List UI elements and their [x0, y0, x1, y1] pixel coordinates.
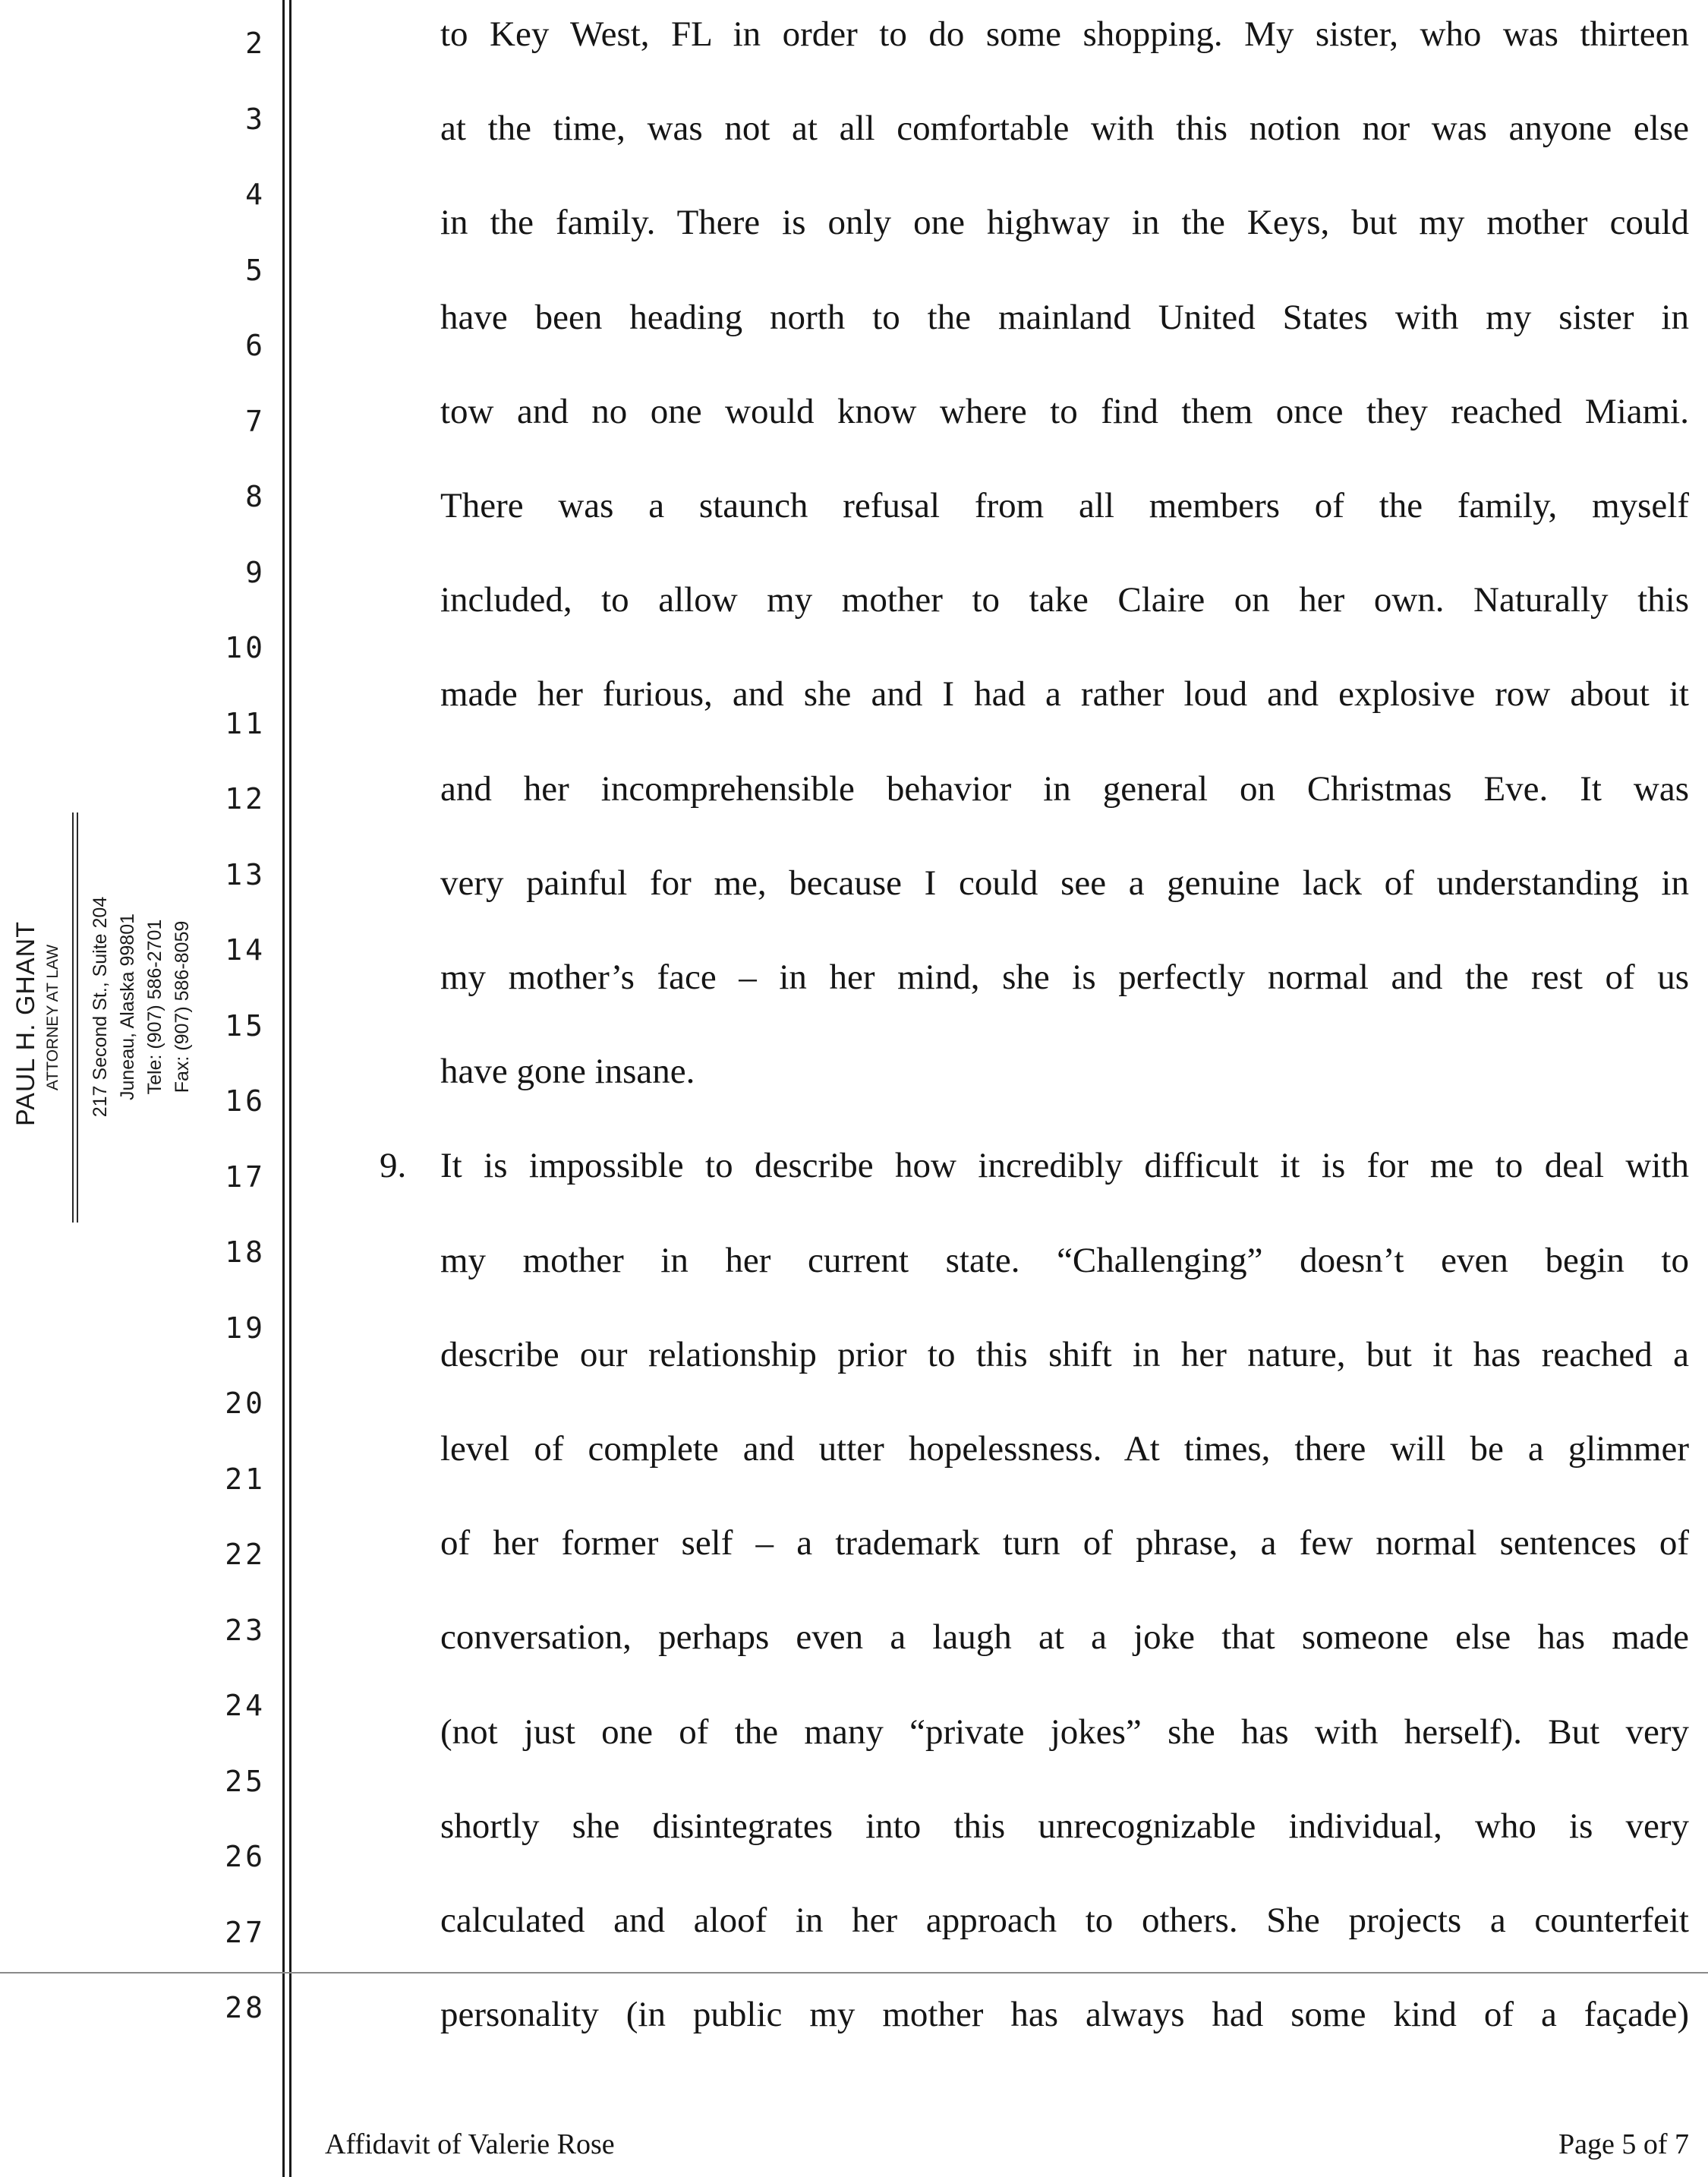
line-number: 5	[245, 253, 266, 287]
body-text-line: level of complete and utter hopelessness. At times, there will be a glimmer	[440, 1429, 1689, 1469]
body-text-line: at the time, was not at all comfortable with this notion nor was anyone else	[440, 109, 1689, 149]
address-line-2: Juneau, Alaska 99801	[117, 913, 138, 1101]
line-number: 6	[245, 329, 266, 362]
letterhead-rule-1	[72, 812, 74, 1223]
line-number: 27	[225, 1915, 266, 1949]
fax: Fax: (907) 586-8059	[172, 920, 193, 1093]
body-text-line: describe our relationship prior to this shift in her nature, but it has reached a	[440, 1334, 1689, 1374]
body-text-line: to Key West, FL in order to do some shopping. My sister, who was thirteen	[440, 14, 1689, 54]
line-number: 13	[225, 857, 266, 891]
body-text-line: included, to allow my mother to take Claire on her own. Naturally this	[440, 580, 1689, 620]
footer-rule	[0, 1972, 1708, 1973]
line-number: 18	[225, 1235, 266, 1269]
body-text-line: in the family. There is only one highway in the Keys, but my mother could	[440, 203, 1689, 243]
line-number: 21	[225, 1462, 266, 1496]
line-number: 16	[225, 1084, 266, 1118]
body-text-line: tow and no one would know where to find them once they reached Miami.	[440, 391, 1689, 431]
body-text-line: personality (in public my mother has always had some kind of a façade)	[440, 1995, 1689, 2035]
letterhead-rule-2	[77, 812, 78, 1223]
line-number: 14	[225, 933, 266, 967]
body-text-line: have been heading north to the mainland United States with my sister in	[440, 297, 1689, 337]
item-9-number: 9.	[380, 1146, 407, 1186]
phone: Tele: (907) 586-2701	[144, 919, 165, 1095]
line-number: 22	[225, 1538, 266, 1571]
line-number: 8	[245, 480, 266, 513]
body-text-line: shortly she disintegrates into this unrecognizable individual, who is very	[440, 1806, 1689, 1846]
body-text-line: my mother in her current state. “Challenging” doesn’t even begin to	[440, 1240, 1689, 1280]
line-number: 25	[225, 1764, 266, 1798]
line-number: 24	[225, 1689, 266, 1722]
line-number: 20	[225, 1387, 266, 1420]
attorney-title: ATTORNEY AT LAW	[44, 944, 61, 1091]
body-text-line: There was a staunch refusal from all members of the family, myself	[440, 486, 1689, 525]
body-text-line: It is impossible to describe how incredibly difficult it is for me to deal with	[440, 1146, 1689, 1186]
body-text-line: have gone insane.	[440, 1052, 695, 1092]
line-number: 15	[225, 1008, 266, 1043]
footer-document-title: Affidavit of Valerie Rose	[325, 2128, 615, 2160]
line-number: 2	[245, 27, 266, 60]
line-number: 28	[225, 1991, 266, 2024]
line-number: 23	[225, 1613, 266, 1647]
line-number: 12	[225, 782, 266, 816]
line-number: 9	[245, 555, 266, 589]
margin-rule-right	[289, 0, 291, 2177]
attorney-name: PAUL H. GHANT	[11, 921, 40, 1126]
margin-rule-left	[282, 0, 285, 2177]
body-text-line: conversation, perhaps even a laugh at a joke that someone else has made	[440, 1617, 1689, 1658]
address-line-1: 217 Second St., Suite 204	[90, 896, 111, 1118]
body-text-line: and her incomprehensible behavior in general on Christmas Eve. It was	[440, 768, 1689, 809]
line-number: 17	[225, 1159, 266, 1194]
body-text-line: made her furious, and she and I had a rather loud and explosive row about it	[440, 674, 1689, 715]
body-text-line: very painful for me, because I could see a genuine lack of understanding in	[440, 863, 1689, 903]
line-number: 4	[245, 178, 266, 211]
footer-page-number: Page 5 of 7	[1558, 2128, 1689, 2160]
body-text-line: (not just one of the many “private jokes” she has with herself). But very	[440, 1712, 1689, 1752]
body-text-line: my mother’s face – in her mind, she is perfectly normal and the rest of us	[440, 958, 1689, 997]
line-number: 3	[245, 102, 266, 136]
line-number: 26	[225, 1840, 266, 1873]
line-number: 19	[225, 1311, 266, 1345]
line-number: 10	[225, 631, 266, 664]
body-text-line: of her former self – a trademark turn of phrase, a few normal sentences of	[440, 1523, 1689, 1563]
body-text-line: calculated and aloof in her approach to others. She projects a counterfeit	[440, 1901, 1689, 1940]
line-number: 7	[245, 404, 266, 438]
line-number: 11	[225, 706, 266, 740]
